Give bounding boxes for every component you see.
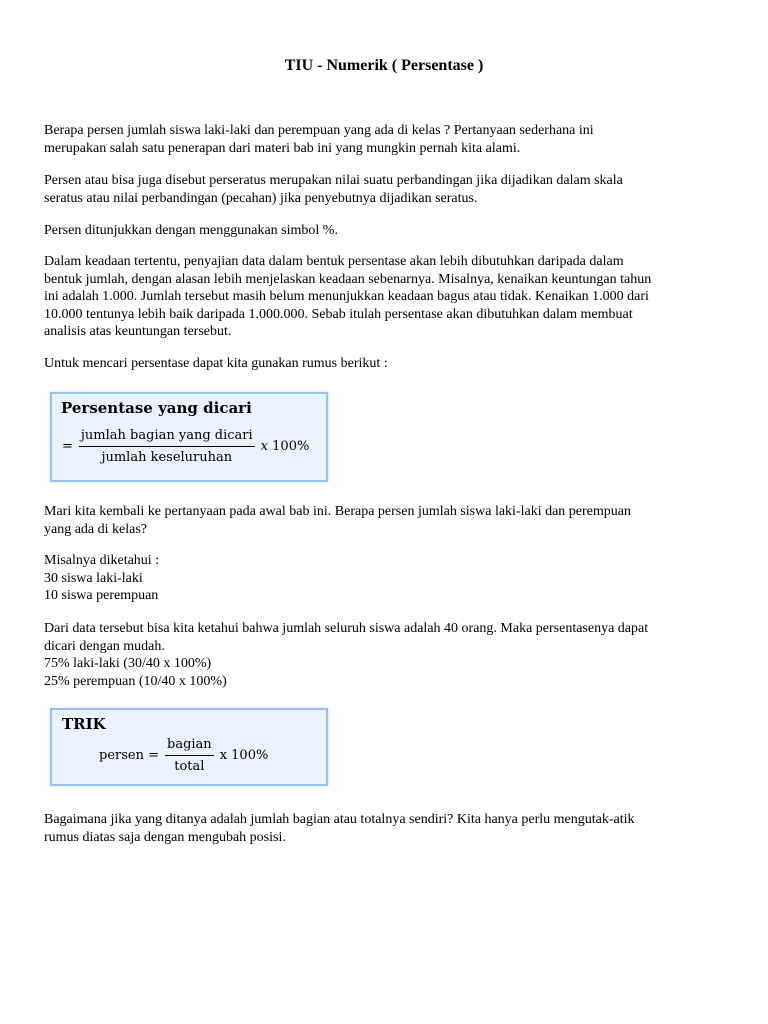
fraction-denominator: total (174, 759, 205, 774)
formula-box-trik (50, 708, 328, 786)
fraction (79, 427, 255, 466)
paragraph-question (44, 503, 734, 538)
formula-lhs: persen = (99, 748, 159, 763)
text-line: 75% laki-laki (30/40 x 100%) (44, 656, 212, 671)
paragraph-closing (44, 811, 734, 846)
formula-equation (62, 427, 309, 466)
paragraph-definition (44, 172, 734, 207)
text-line: 10.000 tentunya lebih baik daripada 1.000.000. Sebab itulah persentase akan dibutuhkan dalam membuat (44, 306, 633, 322)
paragraph-symbol (44, 222, 734, 240)
text-line: dicari dengan mudah. (44, 638, 165, 654)
text-line: Berapa persen jumlah siswa laki-laki dan perempuan yang ada di kelas ? Pertanyaan sederhana ini (44, 123, 594, 138)
formula-heading: Persentase yang dicari (61, 399, 252, 417)
text-line: ini adalah 1.000. Jumlah tersebut masih belum menunjukkan keadaan bagus atau tidak. Kenaikan 1.000 dari (44, 289, 649, 304)
paragraph-solution (44, 620, 734, 690)
percent-value: 100% (272, 439, 310, 454)
text-line: yang ada di kelas? (44, 521, 148, 537)
text-line: seratus atau nilai perbandingan (pecahan) jika penyebutnya dijadikan seratus. (44, 190, 478, 206)
formula-equation (99, 736, 268, 775)
text-line: 30 siswa laki-laki (44, 570, 143, 586)
text-line: merupakan salah satu penerapan dari materi bab ini yang mungkin pernah kita alami. (44, 140, 521, 156)
multiplier: x 100% (219, 748, 269, 763)
paragraph-formula-intro (44, 355, 734, 373)
times-symbol: x (260, 439, 269, 454)
fraction-numerator: bagian (165, 736, 214, 756)
multiplier (261, 438, 310, 455)
text-line: bentuk jumlah, dengan alasan lebih menjelaskan keadaan sebenarnya. Misalnya, kenaikan keuntungan tahun (44, 271, 652, 287)
fraction-denominator: jumlah keseluruhan (101, 450, 233, 465)
text-line: Misalnya diketahui : (44, 553, 160, 568)
text-line: Dalam keadaan tertentu, penyajian data dalam bentuk persentase akan lebih dibutuhkan daripada dalam (44, 254, 624, 269)
text-line: Bagaimana jika yang ditanya adalah jumlah bagian atau totalnya sendiri? Kita hanya perlu mengutak-atik (44, 812, 635, 827)
text-line: 10 siswa perempuan (44, 588, 159, 603)
equals-sign: = (62, 439, 73, 454)
fraction (165, 736, 214, 775)
fraction-numerator: jumlah bagian yang dicari (79, 427, 255, 447)
paragraph-example (44, 552, 734, 605)
page-title: TIU - Numerik ( Persentase ) (284, 57, 484, 74)
text-line: Persen ditunjukkan dengan menggunakan simbol %. (44, 223, 338, 238)
paragraph-intro (44, 122, 734, 157)
text-line: Untuk mencari persentase dapat kita gunakan rumus berikut : (44, 356, 388, 371)
text-line: Mari kita kembali ke pertanyaan pada awal bab ini. Berapa persen jumlah siswa laki-laki dan perempuan (44, 504, 632, 519)
text-line: 25% perempuan (10/40 x 100%) (44, 673, 227, 689)
formula-box-persentase (50, 392, 328, 482)
paragraph-context (44, 253, 734, 341)
formula-heading: TRIK (62, 715, 106, 733)
text-line: Dari data tersebut bisa kita ketahui bahwa jumlah seluruh siswa adalah 40 orang. Maka persentasenya dapat (44, 621, 649, 636)
text-line: Persen atau bisa juga disebut perseratus merupakan nilai suatu perbandingan jika dijadikan dalam skala (44, 173, 623, 188)
text-line: rumus diatas saja dengan mengubah posisi. (44, 829, 286, 845)
text-line: analisis atas keuntungan tersebut. (44, 324, 232, 339)
